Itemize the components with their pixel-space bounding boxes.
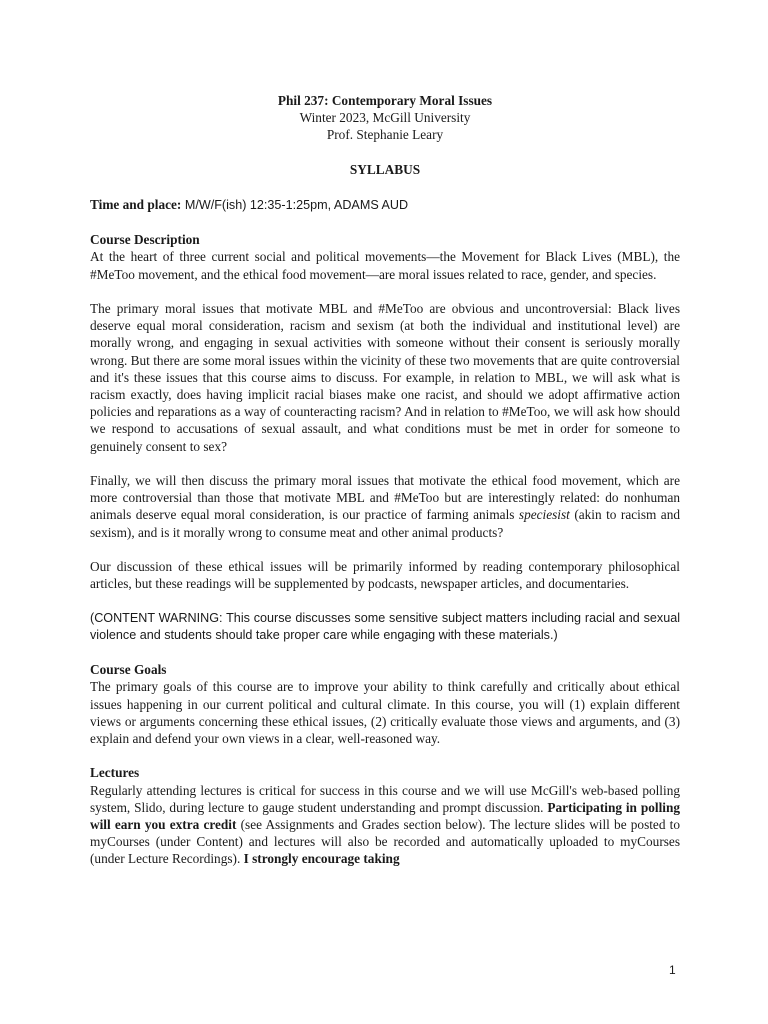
speciesist-term: speciesist	[518, 507, 570, 523]
page-number: 1	[669, 963, 676, 977]
time-place-label: Time and place:	[90, 196, 182, 212]
content-warning: (CONTENT WARNING: This course discusses some sensitive subject matters including racial and sexual violence and students should take proper care while engaging with these materials.)	[90, 610, 680, 642]
course-goals-heading: Course Goals	[90, 662, 167, 678]
description-paragraph-2: The primary moral issues that motivate MBL and #MeToo are obvious and uncontroversial: Black lives deserve equal moral consideration, racism and sexism (at both the individual and institutional level) are morally wrong, and engaging in sexual activities with someone without their consent is seriously morally wrong. But there are some moral issues within the vicinity of these two movements that are quite controversial and it's these issues that this course aims to discuss. For example, in relation to MBL, we will ask what is racism exactly, does having implicit racial biases make one racist, and should we adopt affirmative action policies and reparations as a way of counteracting racism? And in relation to #MeToo, we will ask how should we respond to accusations of sexual assault, and what conditions must be met in order for someone to genuinely consent to sex?	[90, 301, 680, 454]
time-place-line	[90, 196, 680, 214]
para3-after: (akin to racism and sexism), and is it morally wrong to consume meat and other animal products?	[90, 507, 680, 540]
course-title: Phil 237: Contemporary Moral Issues	[277, 93, 493, 108]
term-line: Winter 2023, McGill University	[299, 110, 471, 126]
description-paragraph-3	[90, 472, 680, 541]
para3-before: Finally, we will then discuss the primary moral issues that motivate the ethical food movement, which are more controversial than those that motivate MBL and #MeToo but are interestingly related: do nonhuman animals deserve equal moral consideration, is our practice of farming animals	[90, 473, 680, 523]
polling-credit-note: Participating in polling will earn you extra credit	[90, 799, 681, 833]
description-paragraph-1: At the heart of three current social and political movements—the Movement for Black Lives (MBL), the #MeToo movement, and the ethical food movement—are moral issues related to race, gender, and species.	[90, 249, 680, 282]
course-description-heading: Course Description	[90, 232, 200, 248]
syllabus-page	[90, 92, 680, 868]
lectures-text-1: Regularly attending lectures is critical for success in this course and we will use McGill's web-based polling system, Slido, during lecture to gauge student understanding and prompt discussion.	[90, 782, 680, 815]
syllabus-label: SYLLABUS	[349, 161, 421, 177]
course-goals-paragraph: The primary goals of this course are to improve your ability to think carefully and critically about ethical issues happening in our current political and cultural climate. In this course, you will (1) explain different views or arguments concerning these ethical issues, (2) critically evaluate those views and arguments, and (3) explain and defend your own views in a clear, well-reasoned way.	[90, 679, 680, 747]
lectures-text-2: (see Assignments and Grades section below). The lecture slides will be posted to myCourses (under Content) and lectures will also be recorded and automatically uploaded to myCourses (under Lecture Recordings).	[90, 817, 680, 867]
description-paragraph-4: Our discussion of these ethical issues will be primarily informed by reading contemporary philosophical articles, but these readings will be supplemented by podcasts, newspaper articles, and documentaries.	[90, 559, 680, 592]
lectures-heading: Lectures	[90, 765, 140, 781]
lectures-paragraph	[90, 782, 680, 868]
time-place-value: M/W/F(ish) 12:35-1:25pm, ADAMS AUD	[181, 197, 409, 212]
professor-line: Prof. Stephanie Leary	[326, 127, 444, 143]
encourage-note: I strongly encourage taking	[243, 851, 400, 867]
